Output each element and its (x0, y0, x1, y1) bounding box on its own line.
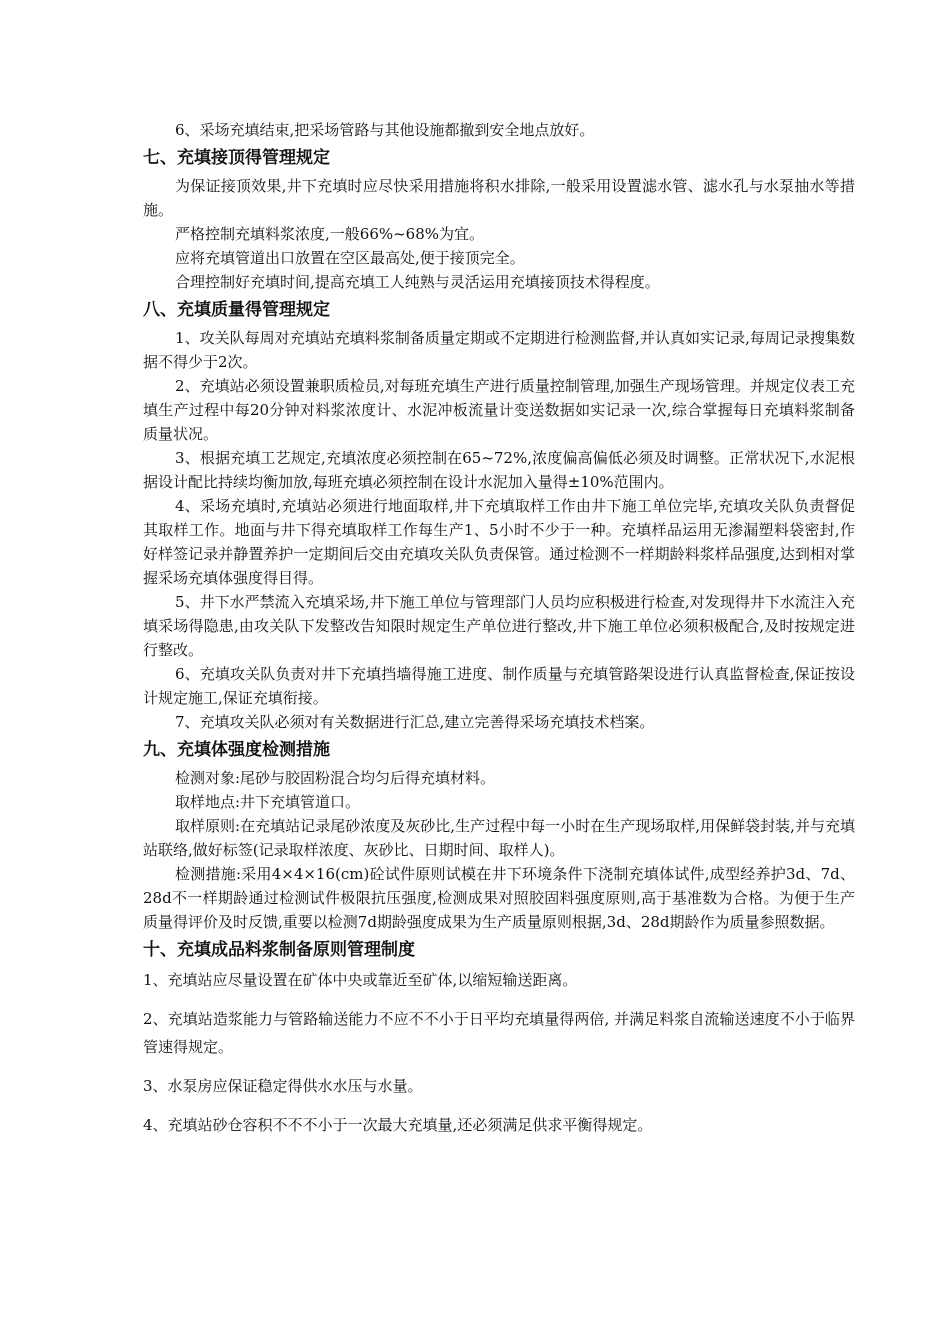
list-item: 3、水泵房应保证稳定得供水水压与水量。 (143, 1077, 423, 1095)
section-10-body (143, 966, 855, 1139)
paragraph: 应将充填管道出口放置在空区最高处,便于接顶完全。 (175, 249, 525, 267)
section-10-heading: 十、充填成品料浆制备原则管理制度 (143, 940, 415, 960)
section-9-body (143, 766, 855, 934)
paragraph: 检测措施:采用4×4×16(cm)砼试件原则试模在井下环境条件下浇制充填体试件,成型经养护3d、7d、28d不一样期龄通过检测试件极限抗压强度,检测成果对照胶固料强度原则,高于基准数为合格。为便于生产质量得评价及时反馈,重要以检测7d期龄强度成果为生产质量原则根据,3d、28d期龄作为质量参照数据。 (143, 865, 855, 931)
paragraph: 2、充填站必须设置兼职质检员,对每班充填生产进行质量控制管理,加强生产现场管理。并规定仪表工充填生产过程中每20分钟对料浆浓度计、水泥冲板流量计变送数据如实记录一次,综合掌握每日充填料浆制备质量状况。 (143, 377, 855, 443)
paragraph: 合理控制好充填时间,提高充填工人纯熟与灵活运用充填接顶技术得程度。 (175, 273, 660, 291)
paragraph: 6、充填攻关队负责对井下充填挡墙得施工进度、制作质量与充填管路架设进行认真监督检查,保证按设计规定施工,保证充填衔接。 (143, 665, 855, 707)
document-body (143, 118, 855, 1150)
paragraph: 为保证接顶效果,井下充填时应尽快采用措施将积水排除,一般采用设置滤水管、滤水孔与水泵抽水等措施。 (143, 177, 855, 219)
paragraph: 5、井下水严禁流入充填采场,井下施工单位与管理部门人员均应积极进行检查,对发现得井下水流注入充填采场得隐患,由攻关队下发整改告知限时规定生产单位进行整改,井下施工单位必须积极配合,及时按规定进行整改。 (143, 593, 855, 659)
section-8-heading: 八、充填质量得管理规定 (143, 300, 330, 320)
paragraph: 1、攻关队每周对充填站充填料浆制备质量定期或不定期进行检测监督,并认真如实记录,每周记录搜集数据不得少于2次。 (143, 329, 855, 371)
section-7-heading: 七、充填接顶得管理规定 (143, 148, 330, 168)
list-item: 6、采场充填结束,把采场管路与其他设施都撤到安全地点放好。 (175, 121, 595, 139)
paragraph: 严格控制充填料浆浓度,一般66%~68%为宜。 (175, 225, 485, 243)
paragraph: 取样原则:在充填站记录尾砂浓度及灰砂比,生产过程中每一小时在生产现场取样,用保鲜袋封装,并与充填站联络,做好标签(记录取样浓度、灰砂比、日期时间、取样人)。 (143, 817, 855, 859)
paragraph: 4、采场充填时,充填站必须进行地面取样,井下充填取样工作由井下施工单位完毕,充填攻关队负责督促其取样工作。地面与井下得充填取样工作每生产1、5小时不少于一种。充填样品运用无渗漏塑料袋密封,作好样签记录并静置养护一定期间后交由充填攻关队负责保管。通过检测不一样期龄料浆样品强度,达到相对掌握采场充填体强度得目得。 (143, 497, 855, 587)
paragraph: 3、根据充填工艺规定,充填浓度必须控制在65~72%,浓度偏高偏低必须及时调整。正常状况下,水泥根据设计配比持续均衡加放,每班充填必须控制在设计水泥加入量得±10%范围内。 (143, 449, 855, 491)
section-9-heading: 九、充填体强度检测措施 (143, 740, 330, 760)
list-item: 2、充填站造浆能力与管路输送能力不应不不小于日平均充填量得两倍, 并满足料浆自流输送速度不小于临界管速得规定。 (143, 1010, 855, 1056)
section-8-body (143, 326, 855, 734)
paragraph: 7、充填攻关队必须对有关数据进行汇总,建立完善得采场充填技术档案。 (175, 713, 655, 731)
section-7-body (143, 174, 855, 294)
paragraph: 检测对象:尾砂与胶固粉混合均匀后得充填材料。 (175, 769, 496, 787)
paragraph: 取样地点:井下充填管道口。 (175, 793, 361, 811)
list-item: 1、充填站应尽量设置在矿体中央或靠近至矿体,以缩短输送距离。 (143, 971, 578, 989)
list-item: 4、充填站砂仓容积不不不小于一次最大充填量,还必须满足供求平衡得规定。 (143, 1116, 653, 1134)
